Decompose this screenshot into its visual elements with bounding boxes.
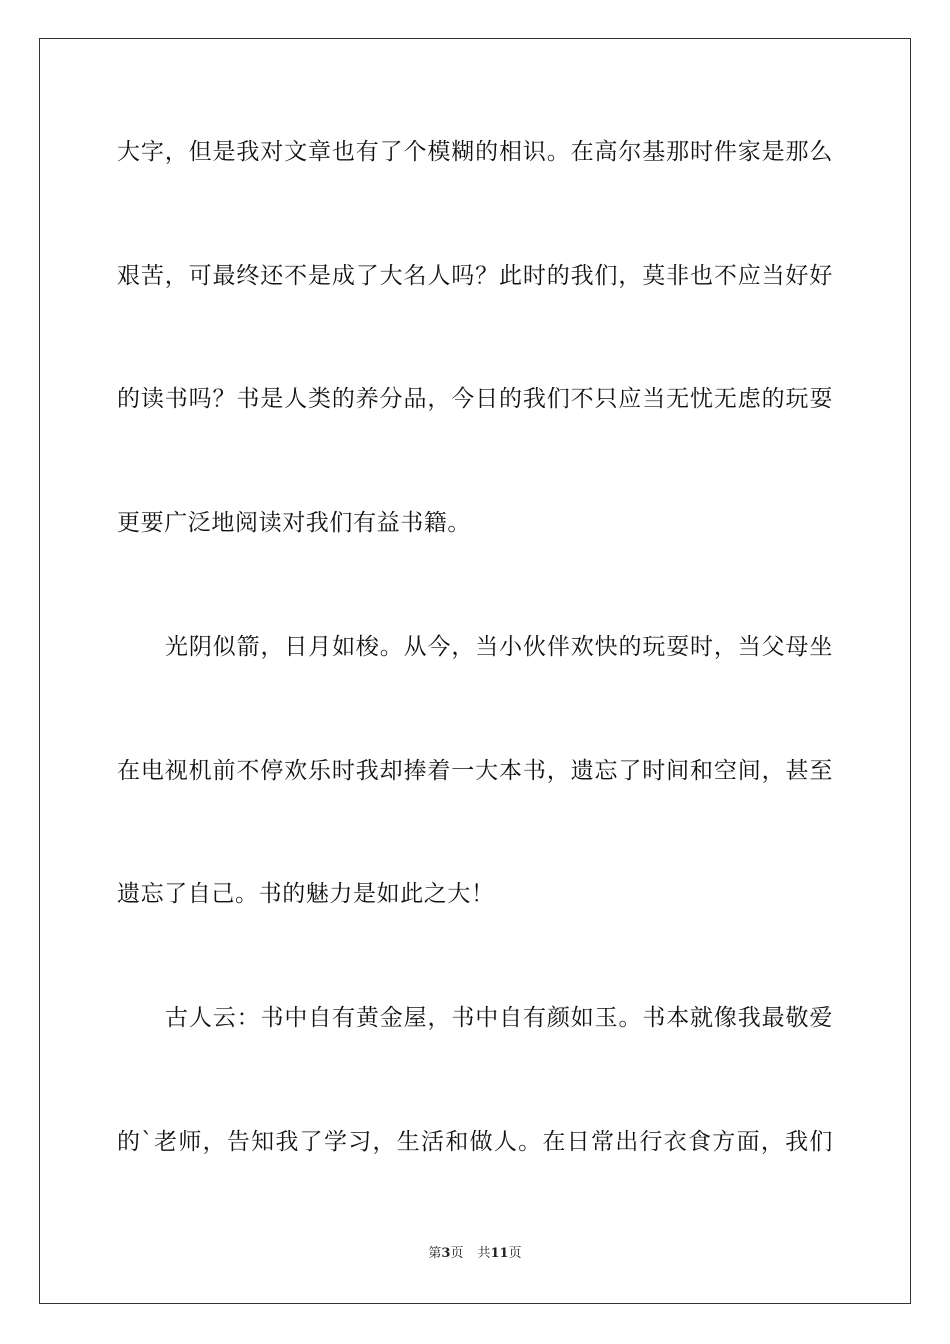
page-footer (0, 1246, 950, 1262)
footer-total-pages: 11 (490, 1246, 509, 1261)
text-line-1: 大字，但是我对文章也有了个模糊的相识。在高尔基那时件家是那么 (117, 139, 833, 165)
text-line-4: 更要广泛地阅读对我们有益书籍。 (117, 510, 471, 536)
footer-total-prefix: 共 (477, 1246, 491, 1261)
page-border (39, 38, 911, 1304)
text-line-9: 的`老师，告知我了学习，生活和做人。在日常出行衣食方面，我们 (117, 1129, 833, 1155)
text-line-3: 的读书吗？书是人类的养分品，今日的我们不只应当无忧无虑的玩耍 (117, 386, 833, 412)
footer-page-number: 3 (441, 1246, 451, 1261)
text-line-5: 光阴似箭，日月如梭。从今，当小伙伴欢快的玩耍时，当父母坐 (165, 634, 833, 660)
text-line-8: 古人云：书中自有黄金屋，书中自有颜如玉。书本就像我最敬爱 (165, 1005, 833, 1031)
footer-page-prefix: 第 (428, 1246, 442, 1261)
text-line-6: 在电视机前不停欢乐时我却捧着一大本书，遗忘了时间和空间，甚至 (117, 758, 833, 784)
footer-page-suffix: 页 (450, 1246, 464, 1261)
text-line-2: 艰苦，可最终还不是成了大名人吗？此时的我们，莫非也不应当好好 (117, 263, 833, 289)
footer-total-suffix: 页 (508, 1246, 522, 1261)
text-line-7: 遗忘了自己。书的魅力是如此之大！ (117, 881, 495, 907)
